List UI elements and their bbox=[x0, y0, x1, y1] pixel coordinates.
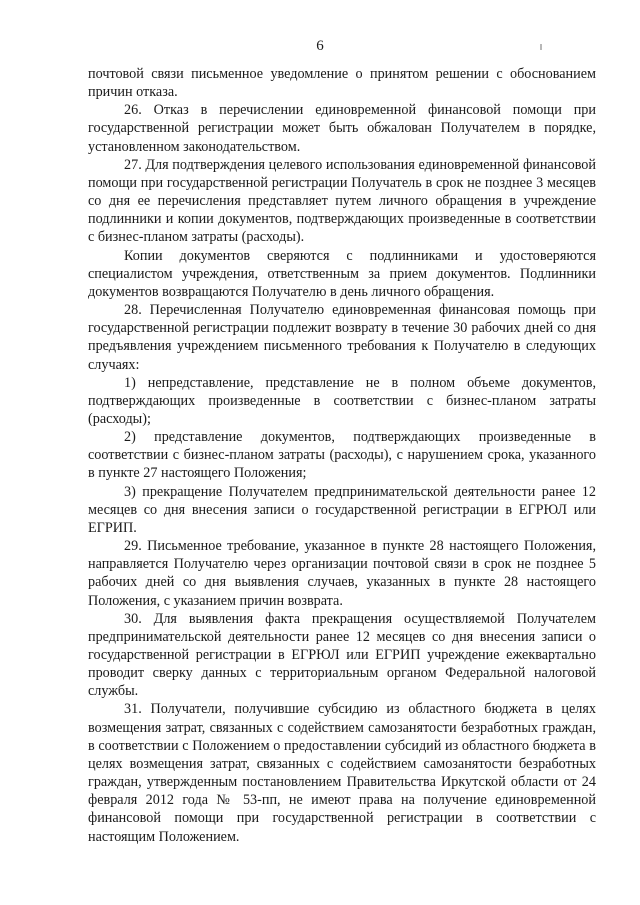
paragraph-26: 26. Отказ в перечислении единовременной финансовой помощи при государственной регистрации может быть обжалован Получателем в порядке, установленном законодательством. bbox=[88, 102, 596, 155]
paragraph-28-item-2: 2) представление документов, подтверждающих произведенные в соответствии с бизнес-планом затраты (расходы), с нарушением срока, указанного в пункте 27 настоящего Положения; bbox=[88, 429, 596, 482]
scan-mark bbox=[540, 44, 542, 50]
paragraph-continuation: почтовой связи письменное уведомление о принятом решении с обоснованием причин отказа. bbox=[88, 66, 596, 101]
document-body bbox=[88, 65, 596, 846]
paragraph-27-copies: Копии документов сверяются с подлинниками и удостоверяются специалистом учреждения, ответственным за прием документов. Подлинники документов возвращаются Получателю в день личного обращения. bbox=[88, 247, 596, 300]
paragraph-31: 31. Получатели, получившие субсидию из областного бюджета в целях возмещения затрат, связанных с содействием самозанятости безработных граждан, в соответствии с Положением о предоставлении субсидий из областного бюджета в целях возмещения затрат, связанных с содействием самозанятости безработных граждан, утвержденным постановлением Правительства Иркутской области от 24 февраля 2012 года № 53-пп, не имеют права на получение единовременной финансовой помощи при государственной регистрации в соответствии с настоящим Положением. bbox=[88, 701, 596, 845]
paragraph-27: 27. Для подтверждения целевого использования единовременной финансовой помощи при государственной регистрации Получатель в срок не позднее 3 месяцев со дня ее перечисления представляет путем личного обращения в учреждение подлинники и копии документов, подтверждающих произведенные в соответствии с бизнес-планом затраты (расходы). bbox=[88, 156, 596, 246]
paragraph-30: 30. Для выявления факта прекращения осуществляемой Получателем предпринимательской деятельности ранее 12 месяцев со дня внесения записи о государственной регистрации в ЕГРЮЛ или ЕГРИП учреждение ежеквартально проводит сверку данных с территориальным органом Федеральной налоговой службы. bbox=[88, 610, 596, 700]
paragraph-28: 28. Перечисленная Получателю единовременная финансовая помощь при государственной регистрации подлежит возврату в течение 30 рабочих дней со дня предъявления учреждением письменного требования к Получателю в следующих случаях: bbox=[88, 302, 596, 373]
page-number: 6 bbox=[316, 38, 324, 54]
paragraph-28-item-1: 1) непредставление, представление не в полном объеме документов, подтверждающих произведенные в соответствии с бизнес-планом затраты (расходы); bbox=[88, 374, 596, 427]
paragraph-28-item-3: 3) прекращение Получателем предпринимательской деятельности ранее 12 месяцев со дня внесения записи о государственной регистрации в ЕГРЮЛ или ЕГРИП. bbox=[88, 483, 596, 536]
paragraph-29: 29. Письменное требование, указанное в пункте 28 настоящего Положения, направляется Получателю через организации почтовой связи в срок не позднее 5 рабочих дней со дня выявления случаев, указанных в пункте 28 настоящего Положения, с указанием причин возврата. bbox=[88, 538, 596, 609]
